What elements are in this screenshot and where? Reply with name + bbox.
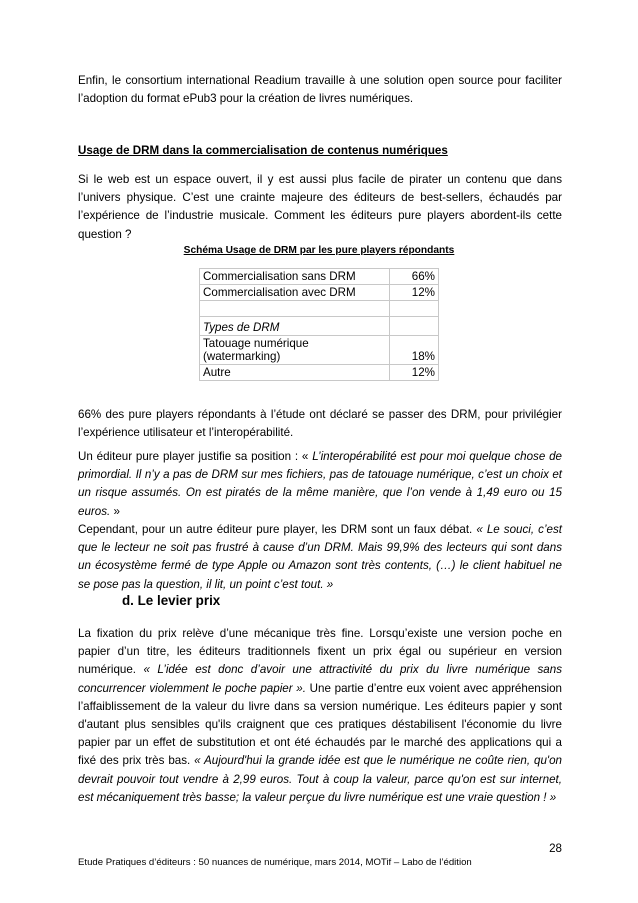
- table-row: [200, 285, 439, 301]
- quote-text: « Le souci, c’est que le lecteur ne soit pas frustré à cause d’un DRM. Mais 99,9% des lecteurs qui sont dans un écosystème fermé de type Apple ou Amazon sont très contents, (…) le client habituel ne se pose pas la question, il lit, un point c’est tout. »: [78, 523, 562, 591]
- quote-intro: Cependant, pour un autre éditeur pure player, les DRM sont un faux débat.: [78, 523, 477, 536]
- price-text-intro: La fixation du prix relève d’une mécanique très fine. Lorsqu’existe une version poche en papier d’un titre, les éditeurs traditionnels fixent un prix égal ou supérieur en version numérique.: [78, 627, 562, 677]
- quote-text: L’interopérabilité est pour moi quelque chose de primordial. Il n’y a pas de DRM sur mes fichiers, pas de tatouage numérique, c’est un choix et un risque assumés. On est piratés de la même manière, que l’on vende à 1,49 euro ou 15 euros.: [78, 450, 562, 518]
- paragraph-readium: [78, 72, 562, 108]
- table-row: [200, 269, 439, 285]
- paragraph-interoperability-quote: [78, 448, 562, 521]
- table-row: [200, 365, 439, 381]
- subsection-heading: d. Le levier prix: [122, 593, 221, 608]
- table-cell-label-line: Tatouage numérique: [203, 337, 309, 350]
- table-cell-empty: [390, 317, 439, 336]
- schema-caption: Schéma Usage de DRM par les pure players répondants: [183, 245, 455, 256]
- table-cell-label: Autre: [200, 365, 390, 381]
- quote-close: »: [110, 504, 120, 518]
- table-cell-value: 12%: [390, 285, 439, 301]
- table-cell-types-header: Types de DRM: [200, 317, 390, 336]
- table-cell-empty: [390, 301, 439, 317]
- table-cell-label-line: (watermarking): [203, 350, 281, 363]
- paragraph-readium-text: Enfin, le consortium international Readium travaille à une solution open source pour faciliter l’adoption du format ePub3 pour la création de livres numériques.: [78, 74, 562, 106]
- section-heading: Usage de DRM dans la commercialisation de contenus numériques: [78, 144, 448, 157]
- table-row-empty: [200, 301, 439, 317]
- page-number: 28: [549, 842, 562, 855]
- table-row: [200, 336, 439, 365]
- paragraph-statistic-text: 66% des pure players répondants à l’étude ont déclaré se passer des DRM, pour privilégier l’expérience utilisateur et l’interopérabilité.: [78, 408, 562, 440]
- table-cell-value: 18%: [390, 336, 439, 365]
- table-cell-label: Commercialisation avec DRM: [200, 285, 390, 301]
- table-cell-label: [200, 336, 390, 365]
- table-cell-label: Commercialisation sans DRM: [200, 269, 390, 285]
- paragraph-price-lever: [78, 625, 562, 807]
- price-quote-1: « L’idée est donc d’avoir une attractivité du prix du livre numérique sans concurrencer violemment le poche papier ».: [78, 663, 563, 695]
- table-cell-value: 12%: [390, 365, 439, 381]
- quote-intro: Un éditeur pure player justifie sa position : «: [78, 450, 313, 463]
- table-cell-empty: [200, 301, 390, 317]
- price-text-middle: Une partie d’entre eux voient avec appréhension l’affaiblissement de la valeur du livre dans sa version numérique. Les éditeurs papier y sont d'autant plus sensibles qu'ils craignent que ces pratiques déstabilisent l'économie du livre papier par un effet de substitution et ont été échaudés par le marché des applications qui a fixé des prix très bas.: [78, 681, 562, 768]
- table-row: [200, 317, 439, 336]
- table-cell-value: 66%: [390, 269, 439, 285]
- paragraph-web-piracy-text: Si le web est un espace ouvert, il y est aussi plus facile de pirater un contenu que dans l’univers physique. C’est une crainte majeure des éditeurs de best-sellers, échaudés par l’expérience de l’industrie musicale. Comment les éditeurs pure players abordent-ils cette question ?: [78, 173, 562, 241]
- price-quote-2: « Aujourd'hui la grande idée est que le numérique ne coûte rien, qu'on devrait pouvoir tout vendre à 2,99 euros. Tout à coup la valeur, parce qu'on est sur internet, est mécaniquement très basse; la valeur perçue du livre numérique est une vraie question ! »: [78, 754, 563, 804]
- drm-usage-table: [199, 268, 439, 381]
- paragraph-false-debate: [78, 521, 562, 594]
- paragraph-statistic: [78, 406, 562, 442]
- paragraph-web-piracy: [78, 171, 562, 244]
- page-footer: Etude Pratiques d’éditeurs : 50 nuances de numérique, mars 2014, MOTif – Labo de l’édition: [78, 857, 472, 868]
